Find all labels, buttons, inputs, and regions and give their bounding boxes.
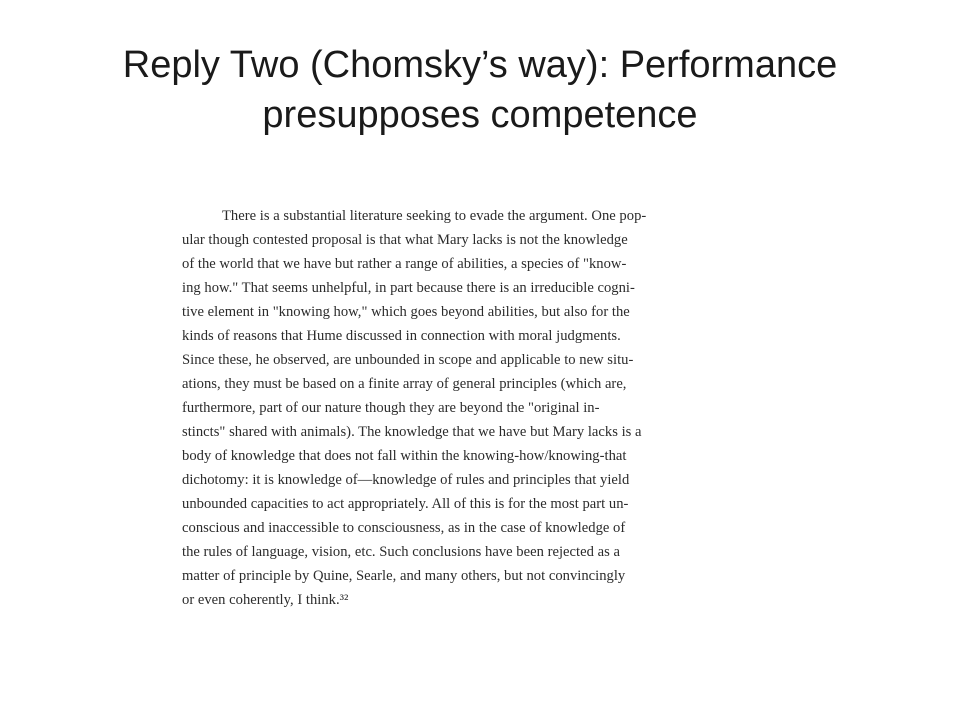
slide-title	[48, 40, 912, 140]
excerpt-line: the rules of language, vision, etc. Such conclusions have been rejected as a	[182, 544, 620, 560]
scanned-text-excerpt	[182, 204, 748, 624]
excerpt-line: body of knowledge that does not fall within the knowing-how/knowing-that	[182, 448, 627, 464]
excerpt-line: stincts" shared with animals). The knowledge that we have but Mary lacks is a	[182, 424, 642, 440]
excerpt-line: conscious and inaccessible to consciousness, as in the case of knowledge of	[182, 520, 626, 536]
excerpt-line: of the world that we have but rather a range of abilities, a species of "know-	[182, 256, 627, 272]
excerpt-line: unbounded capacities to act appropriately. All of this is for the most part un-	[182, 496, 629, 512]
excerpt-line: kinds of reasons that Hume discussed in connection with moral judgments.	[182, 328, 621, 344]
excerpt-line: furthermore, part of our nature though they are beyond the "original in-	[182, 400, 600, 416]
excerpt-line: There is a substantial literature seeking to evade the argument. One pop-	[222, 208, 647, 224]
slide-title-line-2: presupposes competence	[262, 94, 698, 136]
excerpt-line: ing how." That seems unhelpful, in part because there is an irreducible cogni-	[182, 280, 635, 296]
excerpt-line: dichotomy: it is knowledge of—knowledge of rules and principles that yield	[182, 472, 630, 488]
excerpt-line: Since these, he observed, are unbounded in scope and applicable to new situ-	[182, 352, 634, 368]
excerpt-line: ations, they must be based on a finite array of general principles (which are,	[182, 376, 627, 392]
excerpt-line: ular though contested proposal is that what Mary lacks is not the knowledge	[182, 232, 628, 248]
excerpt-line: tive element in "knowing how," which goes beyond abilities, but also for the	[182, 304, 630, 320]
excerpt-line: or even coherently, I think.³²	[182, 592, 349, 608]
excerpt-line: matter of principle by Quine, Searle, and many others, but not convincingly	[182, 568, 626, 584]
slide-title-line-1: Reply Two (Chomsky’s way): Performance	[122, 44, 838, 86]
